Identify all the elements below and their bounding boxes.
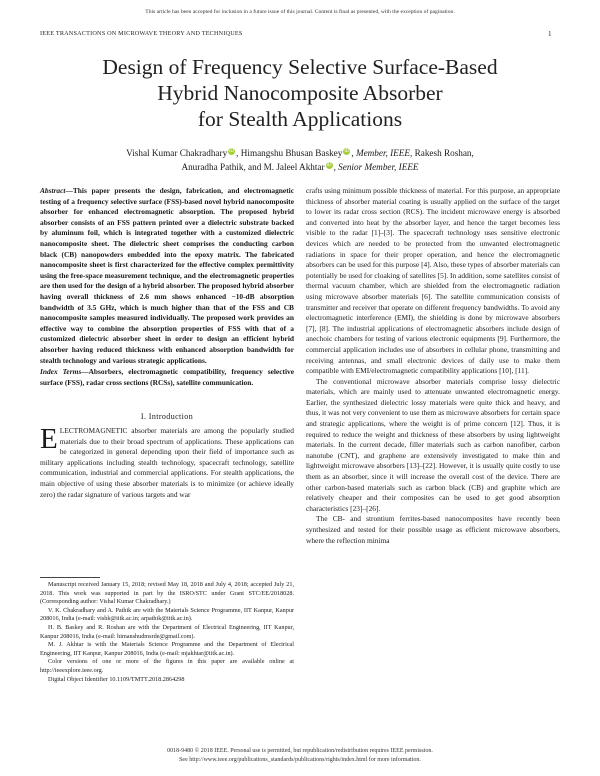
- index-terms-text: —Absorbers, electromagnetic compatibility, frequency selective surface (FSS), radar cross sections (RCSs), satellite communication.: [40, 367, 294, 387]
- abstract: [40, 186, 294, 366]
- author-line-1: Vishal Kumar Chakradhary iD , Himangshu Bhusan Baskey iD , Member, IEEE, Rakesh Roshan,: [126, 147, 474, 158]
- page-number: 1: [548, 30, 552, 38]
- paper-title: [40, 54, 560, 132]
- author-list: [40, 146, 560, 174]
- right-column: [306, 186, 560, 546]
- footnote-affiliation-1: V. K. Chakradhary and A. Pathik are with the Materials Science Programme, IIT Kanpur, Kanpur 208016, India (e-mail: vishk@iitk.ac.in; arpathik@iitk.ac.in).: [40, 606, 294, 623]
- right-paragraph-2: The conventional microwave absorber materials comprise lossy dielectric materials, which are mainly used to attenuate unwanted electromagnetic energy. Earlier, the synthesized dielectric lossy materials were quite thick and heavy, and thus, it was not very convenient to use them as microwave absorbers for certain space and strategic applications, where the weight is of prime concern [12]. Thus, it is required to reduce the weight and thickness of these absorbers by using lightweight materials. In the current decade, filler materials such as carbon nanofiber, carbon nanotube (CNT), and graphene are extensively investigated to make thin and lightweight microwave absorbers [13]–[22]. However, it is usually quite costly to use them as an absorber, since it will increase the overall cost of the device. There are other carbon-based materials such as carbon black (CB) and graphite which are relatively cheaper and their composites can be used to get good absorption characteristics [23]–[26].: [306, 376, 560, 513]
- member-grade: Member, IEEE: [355, 148, 411, 158]
- copyright-line: 0018-9480 © 2018 IEEE. Personal use is permitted, but republication/redistribution requires IEEE permission.: [167, 748, 433, 754]
- author-roshan: , Rakesh Roshan,: [410, 148, 474, 158]
- introduction-text: [40, 423, 294, 500]
- footnote-affiliation-3: M. J. Akhtar is with the Materials Science Programme and the Department of Electrical Engineering, IIT Kanpur, Kanpur 208016, India (e-mail: mjakhtar@iitk.ac.in).: [40, 641, 294, 657]
- acceptance-notice: This article has been accepted for inclusion in a future issue of this journal. Content is final as presented, with the exception of pagination.: [145, 9, 455, 15]
- footnote-divider: [40, 577, 100, 578]
- title-line-2: Hybrid Nanocomposite Absorber: [157, 81, 443, 105]
- running-head: IEEE TRANSACTIONS ON MICROWAVE THEORY AND TECHNIQUES: [40, 30, 243, 37]
- index-terms-label: Index Terms: [40, 367, 82, 376]
- author-baskey: Himangshu Bhusan Baskey: [240, 148, 343, 158]
- abstract-label: Abstract: [40, 186, 66, 195]
- abstract-text: —This paper presents the design, fabrication, and electromagnetic testing of a frequency selective surface (FSS)-based novel hybrid nanocomposite absorber for enhanced electromagnetic absorption. The proposed hybrid absorber consists of an FSS pattern printed over a dielectric substrate backed by aluminum foil, which is integrated together with a customized dielectric nanocomposite sheet. The dielectric sheet comprises the conducting carbon black (CB) nanopowders embedded into the epoxy matrix. The fabricated nanocomposite sheet is first characterized for the effective complex permittivity using the free-space measurement technique, and the electromagnetic properties are then used for the design of a hybrid absorber. The proposed hybrid absorber having overall thickness of 2.6 mm shows enhanced −10-dB absorption bandwidth of 3.5 GHz, which is much higher than that of the FSS and CB nanocomposite samples measured individually. The proposed work provides an effective way to combine the absorption properties of FSS with that of a customized dielectric absorber sheet in order to design an efficient hybrid absorber having reduced thickness with enhanced absorption bandwidth for stealth technology and various strategic applications.: [40, 186, 294, 365]
- section-heading-introduction: I. Introduction: [140, 412, 194, 421]
- intro-paragraph: LECTROMAGNETIC absorber materials are among the popularly studied materials due to their broad spectrum of applications. These applications can be categorized in general depending upon their field of importance such as military applications including stealth technology, spacecraft technology, satellite communication, industrial and commercial applications. For stealth applications, the main objective of using these absorber materials is to minimize (or achieve ideally zero) the radar signature of various targets and war: [40, 426, 294, 499]
- right-paragraph-3: The CB- and strontium ferrites-based nanocomposites have recently been synthesized and tested for their possible usage as efficient microwave absorbers, where the reflection minima: [306, 514, 560, 545]
- title-line-3: for Stealth Applications: [197, 107, 403, 131]
- footnote-manuscript: Manuscript received January 15, 2018; revised May 18, 2018 and July 4, 2018; accepted July 21, 2018. This work was supported in part by the ISRO/STC under Grant STC/EE/2018028. (Corresponding author: Vishal Kumar Chakradhary.): [40, 581, 294, 606]
- footnotes: [40, 581, 294, 684]
- author-chakradhary: Vishal Kumar Chakradhary: [126, 148, 228, 158]
- rights-link-line: See http://www.ieee.org/publications_standards/publications/rights/index.html for more information.: [179, 757, 421, 763]
- author-line-2: Anuradha Pathik, and M. Jaleel Akhtar iD , Senior Member, IEEE: [181, 161, 419, 172]
- senior-member-grade: Senior Member, IEEE: [338, 162, 419, 172]
- drop-cap: E: [40, 423, 58, 455]
- index-terms: [40, 367, 294, 388]
- author-pathik-akhtar: Anuradha Pathik, and M. Jaleel Akhtar: [181, 162, 325, 172]
- footnote-color-versions: Color versions of one or more of the figures in this paper are available online at http://ieeexplore.ieee.org.: [40, 658, 294, 674]
- orcid-icon[interactable]: iD: [326, 161, 332, 168]
- title-line-1: Design of Frequency Selective Surface-Based: [102, 55, 498, 79]
- right-paragraph-1: crafts using minimum possible thickness of material. For this purpose, an appropriate thickness of absorber material coating is usually applied on the surface of the target to lower its radar cross section (RCS). The incident microwave energy is absorbed and converted into heat by the absorber layer, and hence the target becomes less visible to the radar [1]–[3]. The spacecraft technology uses sensitive electronic devices which are needed to be protected from the unwanted electromagnetic radiations in space for their proper operation, and hence the electromagnetic absorbers can be used for this purpose [4]. Also, these types of absorber materials can potentially be used for cloaking of satellites [5]. In addition, some satellites consist of thermal vacuum chamber, which are shielded from the electromagnetic radiation using microwave absorber materials [6]. The satellite communication consists of transmitter and receiver that operate on different frequency bandwidths. To avoid any electromagnetic interference (EMI), the shielding is done by microwave absorbers [7], [8]. The industrial applications of electromagnetic absorbers include design of anechoic chambers for testing of various electronic equipments [9]. Furthermore, the commercial application includes use of absorbers in cellular phone, transmitting and receiving antennas, and small electronic devices of daily use to make them compatible with EMI/electromagnetic compatibility applications [10], [11].: [306, 186, 560, 376]
- orcid-icon[interactable]: iD: [344, 147, 350, 154]
- orcid-icon[interactable]: iD: [229, 147, 235, 154]
- footnote-affiliation-2: H. B. Baskey and R. Roshan are with the Department of Electrical Engineering, IIT Kanpur, Kanpur 208016, India (e-mail: himanshudmsrde@gmail.com).: [40, 623, 294, 640]
- footnote-doi: Digital Object Identifier 10.1109/TMTT.2018.2864298: [48, 675, 185, 683]
